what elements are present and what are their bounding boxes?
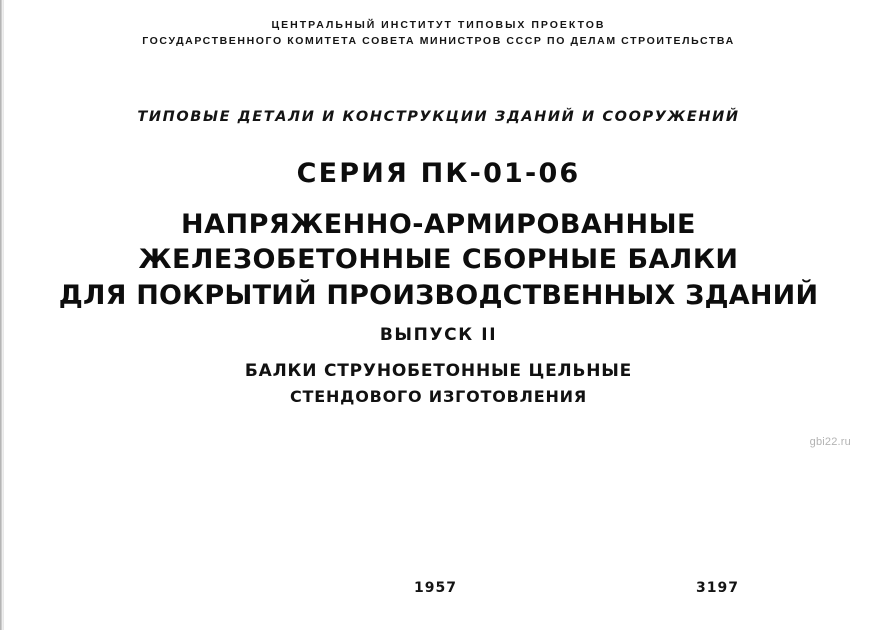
publisher-header	[0, 17, 877, 50]
publisher-line-1: ЦЕНТРАЛЬНЫЙ ИНСТИТУТ ТИПОВЫХ ПРОЕКТОВ	[271, 19, 606, 31]
subtitle-line-1: БАЛКИ СТРУНОБЕТОННЫЕ ЦЕЛЬНЫЕ	[244, 361, 633, 382]
publication-year: 1957	[414, 580, 457, 596]
title-line-3: ДЛЯ ПОКРЫТИЙ ПРОИЗВОДСТВЕННЫХ ЗДАНИЙ	[58, 280, 819, 312]
publisher-line-2: ГОСУДАРСТВЕННОГО КОМИТЕТА СОВЕТА МИНИСТРОВ СССР ПО ДЕЛАМ СТРОИТЕЛЬСТВА	[142, 35, 735, 48]
series-number: СЕРИЯ ПК-01-06	[296, 157, 581, 189]
title-line-2: ЖЕЛЕЗОБЕТОННЫЕ СБОРНЫЕ БАЛКИ	[138, 244, 739, 276]
watermark-label: gbi22.ru	[809, 436, 851, 448]
main-title	[0, 207, 877, 315]
subtitle-line-2: СТЕНДОВОГО ИЗГОТОВЛЕНИЯ	[290, 386, 587, 406]
document-number: 3197	[696, 580, 739, 596]
title-line-1: НАПРЯЖЕННО-АРМИРОВАННЫЕ	[181, 208, 696, 240]
subtitle-block	[0, 359, 877, 409]
series-kicker: ТИПОВЫЕ ДЕТАЛИ И КОНСТРУКЦИИ ЗДАНИЙ И СООРУЖЕНИЙ	[137, 108, 740, 125]
issue-number: ВЫПУСК II	[379, 325, 498, 346]
